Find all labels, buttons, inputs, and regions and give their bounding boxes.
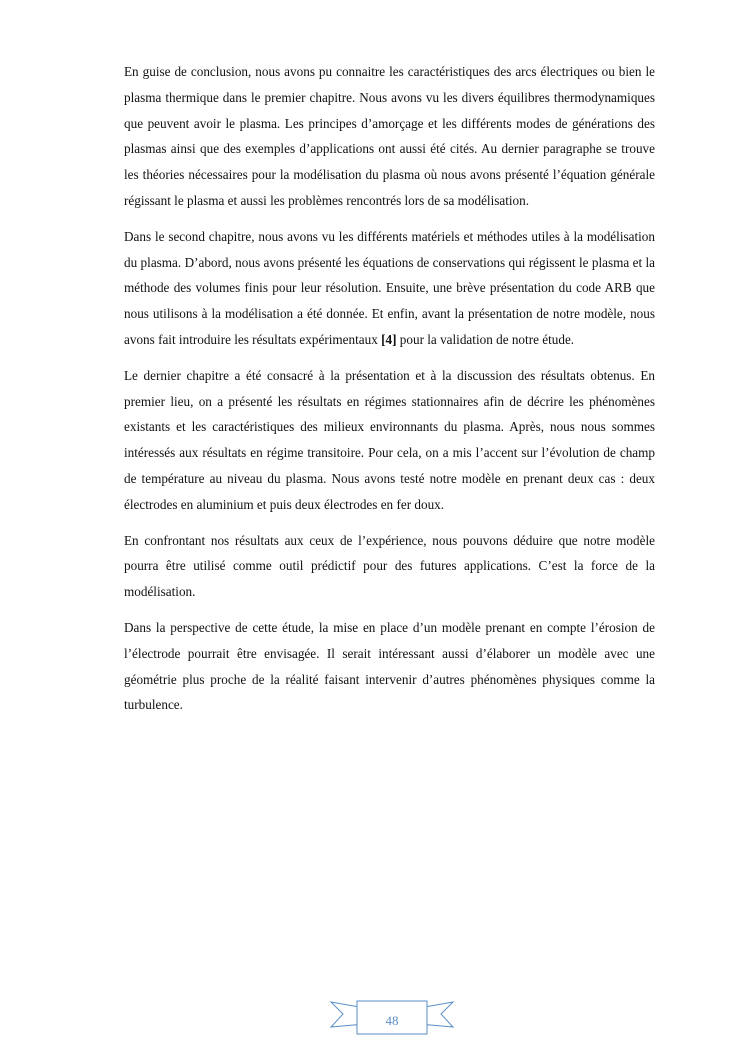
paragraph-3-text: Le dernier chapitre a été consacré à la présentation et à la discussion des résultats obtenus. En premier lieu, on a présenté les résultats en régimes stationnaires afin de décrire les phénomènes existants et les caractéristiques des milieux environnants du plasma. Après, nous nous sommes intéressés aux résultats en régime transitoire. Pour cela, on a mis l’accent sur l’évolution de champ de température au niveau du plasma. Nous avons testé notre modèle en prenant deux cas : deux électrodes en aluminium et puis deux électrodes en fer doux. (124, 367, 655, 512)
page-footer (329, 997, 455, 1037)
document-body (124, 59, 655, 728)
paragraph-2-text-end: pour la validation de notre étude. (396, 331, 575, 347)
citation-reference: [4] (381, 331, 397, 347)
paragraph-3 (124, 363, 655, 518)
paragraph-5-text: Dans la perspective de cette étude, la mise en place d’un modèle prenant en compte l’érosion de l’électrode pourrait être envisagée. Il serait intéressant aussi d’élaborer un modèle avec une géométrie plus proche de la réalité faisant intervenir d’autres phénomènes physiques comme la turbulence. (124, 619, 655, 713)
paragraph-5 (124, 615, 655, 718)
paragraph-1-text: En guise de conclusion, nous avons pu connaitre les caractéristiques des arcs électriques ou bien le plasma thermique dans le premier chapitre. Nous avons vu les divers équilibres thermodynamiques que peuvent avoir le plasma. Les principes d’amorçage et les différents modes de générations des plasmas ainsi que des exemples d’applications ont aussi été cités. Au dernier paragraphe se trouve les théories nécessaires pour la modélisation du plasma où nous avons présenté l’équation générale régissant le plasma et aussi les problèmes rencontrés lors de sa modélisation. (124, 64, 655, 208)
paragraph-1 (124, 59, 655, 214)
paragraph-2 (124, 224, 655, 353)
paragraph-2-text: Dans le second chapitre, nous avons vu les différents matériels et méthodes utiles à la modélisation du plasma. D’abord, nous avons présenté les équations de conservations qui régissent le plasma et la méthode des volumes finis pour leur résolution. Ensuite, une brève présentation du code ARB que nous utilisons à la modélisation a été donnée. Et enfin, avant la présentation de notre modèle, nous avons fait introduire les résultats expérimentaux (124, 228, 655, 347)
paragraph-4-text: En confrontant nos résultats aux ceux de l’expérience, nous pouvons déduire que notre modèle pourra être utilisé comme outil prédictif pour des futures applications. C’est la force de la modélisation. (124, 532, 655, 600)
paragraph-4 (124, 528, 655, 605)
page-number: 48 (385, 1013, 399, 1028)
